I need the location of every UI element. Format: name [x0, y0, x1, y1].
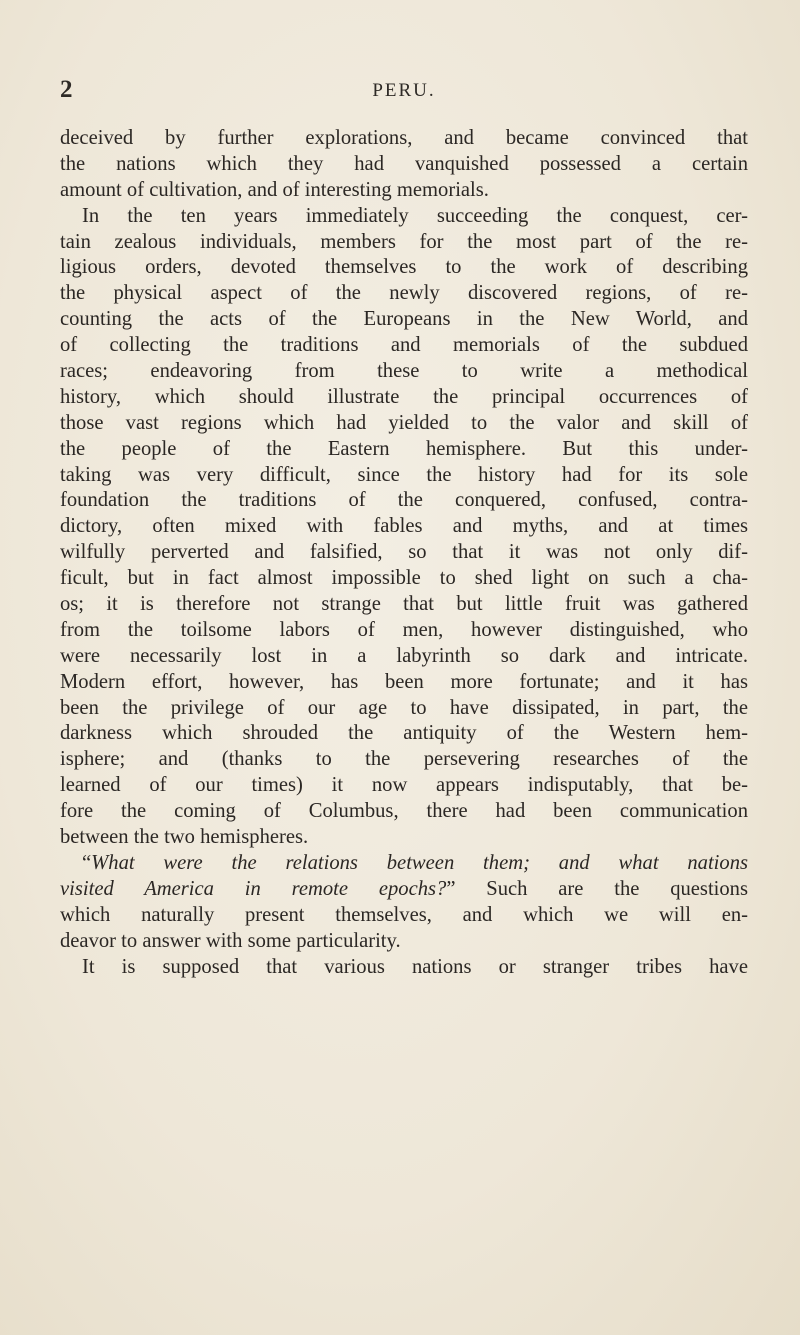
body-text: [60, 126, 748, 980]
text-line: fore the coming of Columbus, there had been communication: [60, 800, 748, 823]
text-line: wilfully perverted and falsified, so that it was not only dif-: [60, 541, 748, 564]
text-line: ficult, but in fact almost impossible to shed light on such a cha-: [60, 567, 748, 590]
text-line: ligious orders, devoted themselves to the work of describing: [60, 256, 748, 279]
page-number: 2: [60, 76, 73, 103]
text-line: been the privilege of our age to have dissipated, in part, the: [60, 696, 748, 719]
text-line: counting the acts of the Europeans in the New World, and: [60, 308, 748, 331]
text-line: darkness which shrouded the antiquity of the Western hem-: [60, 722, 748, 745]
text-line: learned of our times) it now appears indisputably, that be-: [60, 774, 748, 797]
text-line: those vast regions which had yielded to the valor and skill of: [60, 411, 748, 434]
text-line: the nations which they had vanquished possessed a certain: [60, 152, 748, 175]
text-line: of collecting the traditions and memorials of the subdued: [60, 334, 748, 357]
text-line: which naturally present themselves, and which we will en-: [60, 903, 748, 926]
quote-italic-b: and what nations: [558, 851, 748, 874]
text-line: taking was very difficult, since the history had for its sole: [60, 463, 748, 486]
text-line: were necessarily lost in a labyrinth so dark and intricate.: [60, 644, 748, 667]
text-line: os; it is therefore not strange that but little fruit was gathered: [60, 593, 748, 616]
text-line: In the ten years immediately succeeding the conquest, cer-: [82, 204, 748, 227]
paragraph-block-b: [60, 903, 748, 981]
text-line: races; endeavoring from these to write a methodical: [60, 360, 748, 383]
text-line: tain zealous individuals, members for the most part of the re-: [60, 230, 748, 253]
text-line: the people of the Eastern hemisphere. But this under-: [60, 437, 748, 460]
text-line: amount of cultivation, and of interesting memorials.: [60, 178, 489, 201]
page-header: [60, 76, 748, 106]
text-line: the physical aspect of the newly discovered regions, of re-: [60, 282, 748, 305]
text-line: from the toilsome labors of men, however distinguished, who: [60, 618, 748, 641]
text-line-quote-2: visited America in remote epochs?” Such are the questions: [60, 877, 748, 900]
text-line: dictory, often mixed with fables and myths, and at times: [60, 515, 748, 538]
text-line: between the two hemispheres.: [60, 826, 309, 849]
text-line: isphere; and (thanks to the persevering researches of the: [60, 748, 748, 771]
text-line-quote-1: “What were the relations between them; and what nations: [82, 851, 748, 874]
quote-italic-a: What were the relations between them;: [91, 851, 530, 874]
text-line: Modern effort, however, has been more fortunate; and it has: [60, 670, 748, 693]
quote-italic-c: visited America in remote epochs?: [60, 877, 447, 900]
text-line: foundation the traditions of the conquered, confused, contra-: [60, 489, 748, 512]
running-head: PERU.: [372, 80, 436, 101]
text-line: deavor to answer with some particularity.: [60, 929, 401, 952]
text-line: It is supposed that various nations or stranger tribes have: [82, 955, 748, 978]
text-line: deceived by further explorations, and became convinced that: [60, 127, 748, 149]
paragraph-block-a: [60, 126, 748, 851]
text-line: history, which should illustrate the principal occurrences of: [60, 385, 748, 408]
